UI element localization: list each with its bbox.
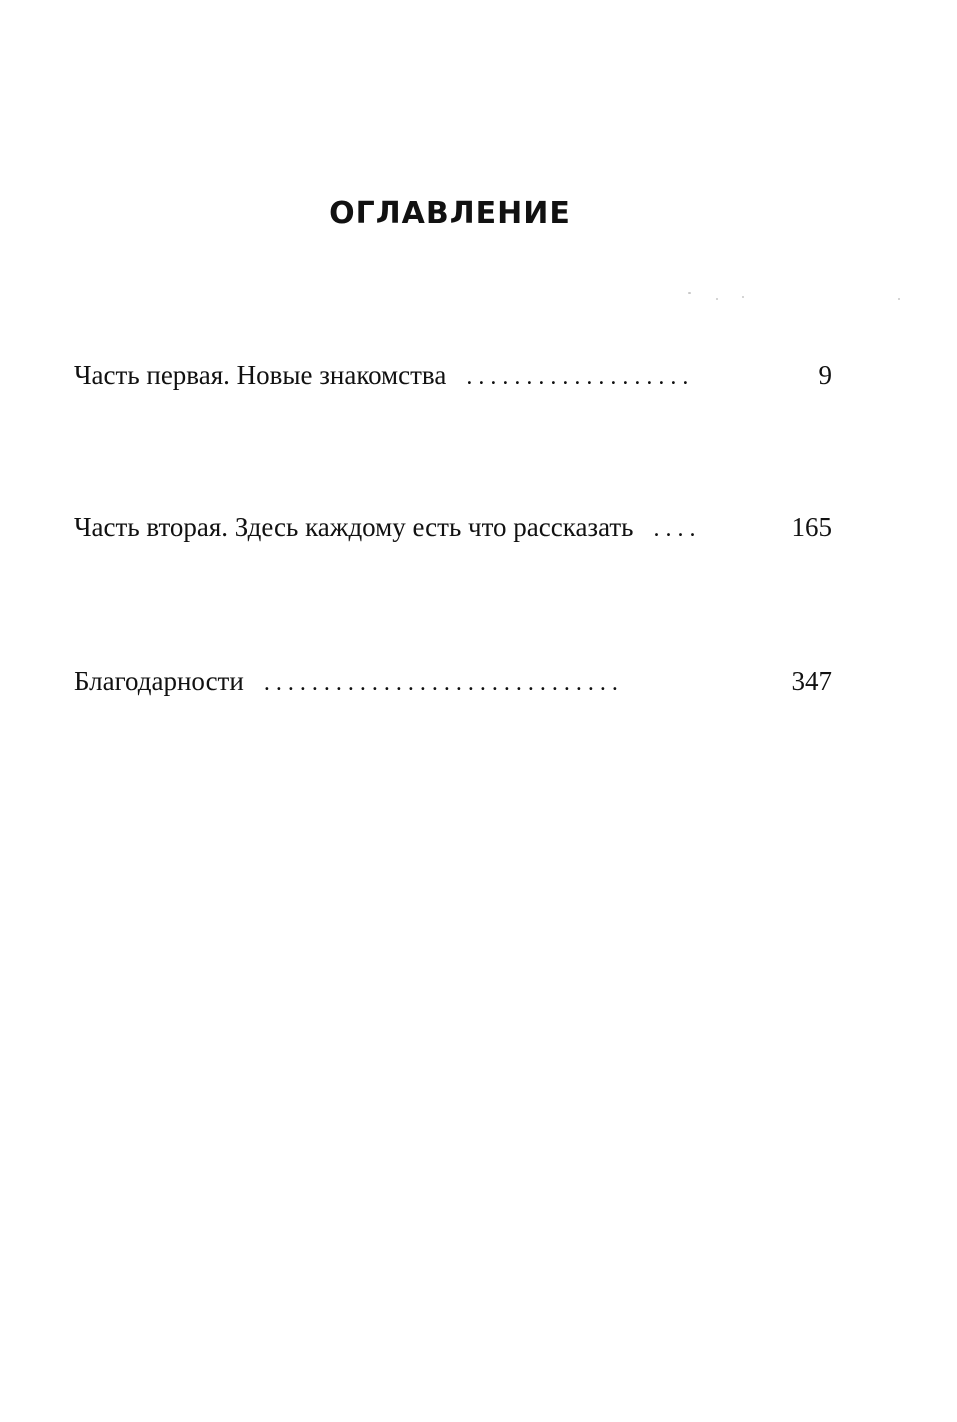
toc-entry-label: Благодарности [74, 666, 244, 696]
toc-heading: ОГЛАВЛЕНИЕ [329, 196, 571, 231]
toc-page-number: 347 [791, 666, 832, 696]
toc-entry[interactable] [74, 512, 832, 552]
dot-leader: .... [653, 516, 702, 542]
dot-leader: .............................. [263, 670, 624, 696]
scan-speck [898, 298, 900, 300]
toc-entry[interactable] [74, 666, 832, 706]
toc-page-number: 165 [791, 512, 832, 542]
toc-entry[interactable] [74, 360, 832, 400]
scan-speck [716, 298, 718, 300]
toc-page-number: 9 [818, 360, 832, 390]
toc-entry-label: Часть первая. Новые знакомства [74, 360, 447, 390]
toc-entry-label: Часть вторая. Здесь каждому есть что рассказать [74, 512, 634, 542]
dot-leader: ................... [466, 364, 695, 390]
scan-speck [688, 292, 691, 294]
scan-speck [742, 296, 744, 298]
